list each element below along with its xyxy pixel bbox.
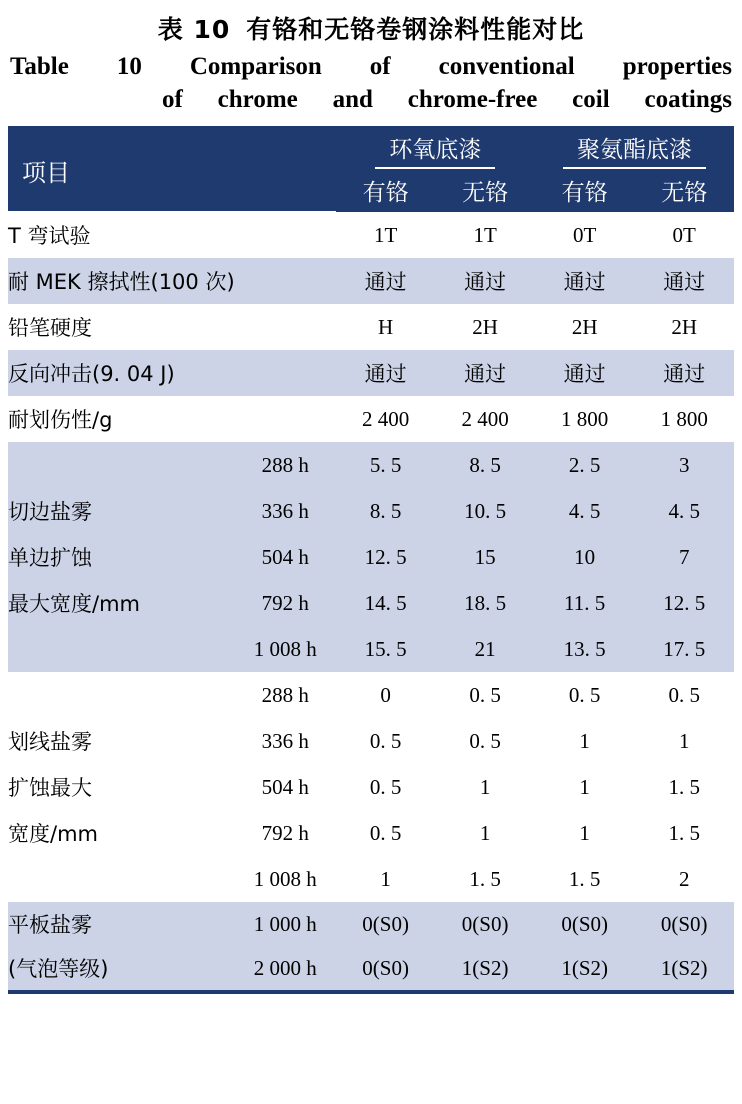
row-sub: 336 h (261, 498, 309, 523)
comparison-table (8, 126, 734, 994)
row-sub: 288 h (261, 682, 309, 707)
row-value: 0. 5 (668, 682, 700, 707)
header-epoxy-chromefree: 无铬 (435, 170, 535, 211)
row-sub: 2 000 h (235, 946, 336, 992)
row-label (8, 626, 235, 672)
row-value: 1(S2) (634, 946, 734, 992)
table-row (8, 580, 734, 626)
row-sub: 504 h (261, 544, 309, 569)
row-value: 4. 5 (568, 498, 601, 523)
row-value: 0(S0) (461, 911, 509, 936)
row-value: 8. 5 (369, 498, 402, 523)
row-value: 通过 (563, 362, 606, 386)
row-value: H (378, 314, 394, 339)
row-value: 1 800 (561, 406, 609, 431)
row-value: 0. 5 (469, 728, 501, 753)
row-label: T 弯试验 (8, 223, 91, 248)
row-label: (气泡等级) (8, 946, 235, 992)
row-sub (235, 396, 336, 442)
table-row (8, 534, 734, 580)
row-label: 平板盐雾 (8, 913, 92, 937)
table-row (8, 304, 734, 350)
row-value: 1. 5 (469, 866, 501, 891)
header-pu-chrome: 有铬 (535, 170, 635, 211)
row-value: 1 (678, 728, 690, 753)
row-value: 10. 5 (464, 498, 507, 523)
row-value: 1 (479, 774, 491, 799)
row-value: 8. 5 (469, 452, 501, 477)
header-group-polyurethane (535, 128, 734, 170)
row-value: 1 (380, 866, 391, 891)
table-row (8, 396, 734, 442)
row-label: 划线盐雾 (8, 730, 92, 754)
row-label (8, 856, 235, 902)
row-sub (235, 258, 336, 304)
table-title-chinese (0, 0, 742, 50)
row-value: 2 400 (461, 406, 509, 431)
header-group-epoxy-label: 环氧底漆 (375, 131, 495, 169)
row-value: 12. 5 (663, 590, 706, 615)
row-value: 14. 5 (364, 590, 407, 615)
row-value: 15. 5 (364, 636, 407, 661)
row-label: 扩蚀最大 (8, 776, 92, 800)
header-epoxy-chrome: 有铬 (336, 170, 436, 211)
table-row (8, 672, 734, 718)
row-value: 17. 5 (663, 636, 706, 661)
row-value: 通过 (663, 270, 706, 294)
row-value: 2. 5 (568, 452, 601, 477)
row-value: 1(S2) (535, 946, 635, 992)
header-group-epoxy (336, 128, 535, 170)
table-title-english-line1: Table 10 Comparison of conventional properties (10, 53, 732, 80)
table-row (8, 211, 734, 258)
row-sub: 792 h (261, 820, 309, 845)
row-label: 单边扩蚀 (8, 546, 92, 570)
table-row (8, 946, 734, 992)
row-sub (235, 350, 336, 396)
row-value: 4. 5 (668, 498, 700, 523)
row-label (8, 442, 235, 488)
row-value: 通过 (464, 270, 507, 294)
row-sub: 504 h (261, 774, 309, 799)
row-value: 2H (571, 314, 598, 339)
row-value: 0. 5 (369, 820, 402, 845)
row-value: 1. 5 (668, 774, 700, 799)
row-value: 通过 (364, 362, 407, 386)
row-value: 10 (574, 544, 596, 569)
table-title-chinese-text: 有铬和无铬卷钢涂料性能对比 (246, 15, 585, 44)
row-value: 1 (579, 728, 590, 753)
row-sub (235, 304, 336, 350)
row-value: 1T (473, 222, 497, 247)
row-sub: 1 008 h (253, 636, 317, 661)
row-value: 2H (671, 314, 698, 339)
header-item-label: 项目 (8, 128, 235, 211)
row-value: 0T (573, 222, 597, 247)
table-title-english (0, 50, 742, 116)
row-value: 0. 5 (469, 682, 501, 707)
row-label (8, 672, 235, 718)
row-sub: 1 008 h (253, 866, 317, 891)
table-row (8, 902, 734, 946)
row-value: 0. 5 (568, 682, 601, 707)
table-row (8, 350, 734, 396)
row-label: 宽度/mm (8, 822, 98, 846)
row-value: 18. 5 (464, 590, 507, 615)
row-value: 通过 (464, 362, 507, 386)
row-sub (235, 211, 336, 258)
row-value: 13. 5 (563, 636, 606, 661)
row-value: 1 800 (660, 406, 708, 431)
header-group-polyurethane-label: 聚氨酯底漆 (563, 131, 706, 169)
row-value: 2 (678, 866, 690, 891)
table-row (8, 718, 734, 764)
table-title-english-line2: of chrome and chrome-free coil coatings (162, 86, 732, 113)
row-value: 0(S0) (362, 911, 409, 936)
row-value: 1 (579, 774, 590, 799)
row-sub: 288 h (261, 452, 309, 477)
header-spacer (235, 128, 336, 211)
row-value: 7 (678, 544, 690, 569)
table-row (8, 258, 734, 304)
table-row (8, 856, 734, 902)
table-header (8, 128, 734, 211)
row-value: 2H (472, 314, 498, 339)
table-row (8, 442, 734, 488)
row-value: 0. 5 (369, 728, 402, 753)
table-row (8, 764, 734, 810)
row-value: 0(S0) (561, 911, 608, 936)
row-value: 1 (479, 820, 491, 845)
row-value: 0. 5 (369, 774, 402, 799)
row-sub: 1 000 h (253, 911, 317, 936)
row-value: 2 400 (361, 406, 410, 431)
row-value: 5. 5 (369, 452, 402, 477)
row-label: 耐划伤性/g (8, 408, 113, 432)
header-row-groups (8, 128, 734, 170)
table-row (8, 626, 734, 672)
row-value: 通过 (563, 270, 606, 294)
row-label: 切边盐雾 (8, 500, 92, 524)
row-value: 0(S0) (660, 911, 708, 936)
row-value: 1(S2) (435, 946, 535, 992)
row-value: 1. 5 (568, 866, 601, 891)
row-value: 12. 5 (364, 544, 407, 569)
table-container (0, 126, 742, 994)
row-value: 1T (373, 222, 398, 247)
row-value: 21 (474, 636, 496, 661)
row-label: 最大宽度/mm (8, 592, 140, 616)
header-pu-chromefree: 无铬 (634, 170, 734, 211)
table-number-chinese: 表 10 (157, 15, 231, 44)
row-label: 铅笔硬度 (8, 316, 92, 340)
table-body (8, 211, 734, 992)
row-value: 3 (678, 452, 690, 477)
table-row (8, 488, 734, 534)
row-value: 15 (474, 544, 496, 569)
row-sub: 336 h (261, 728, 309, 753)
row-label: 反向冲击(9. 04 J) (8, 362, 175, 386)
row-value: 1 (579, 820, 590, 845)
table-row (8, 810, 734, 856)
row-sub: 792 h (261, 590, 309, 615)
row-value: 0 (380, 682, 391, 707)
row-value: 通过 (364, 270, 407, 294)
row-value: 0T (672, 222, 696, 247)
row-value: 0(S0) (336, 946, 436, 992)
row-value: 11. 5 (564, 590, 606, 615)
row-value: 通过 (663, 362, 706, 386)
row-label: 耐 MEK 擦拭性(100 次) (8, 270, 235, 294)
row-value: 1. 5 (668, 820, 700, 845)
